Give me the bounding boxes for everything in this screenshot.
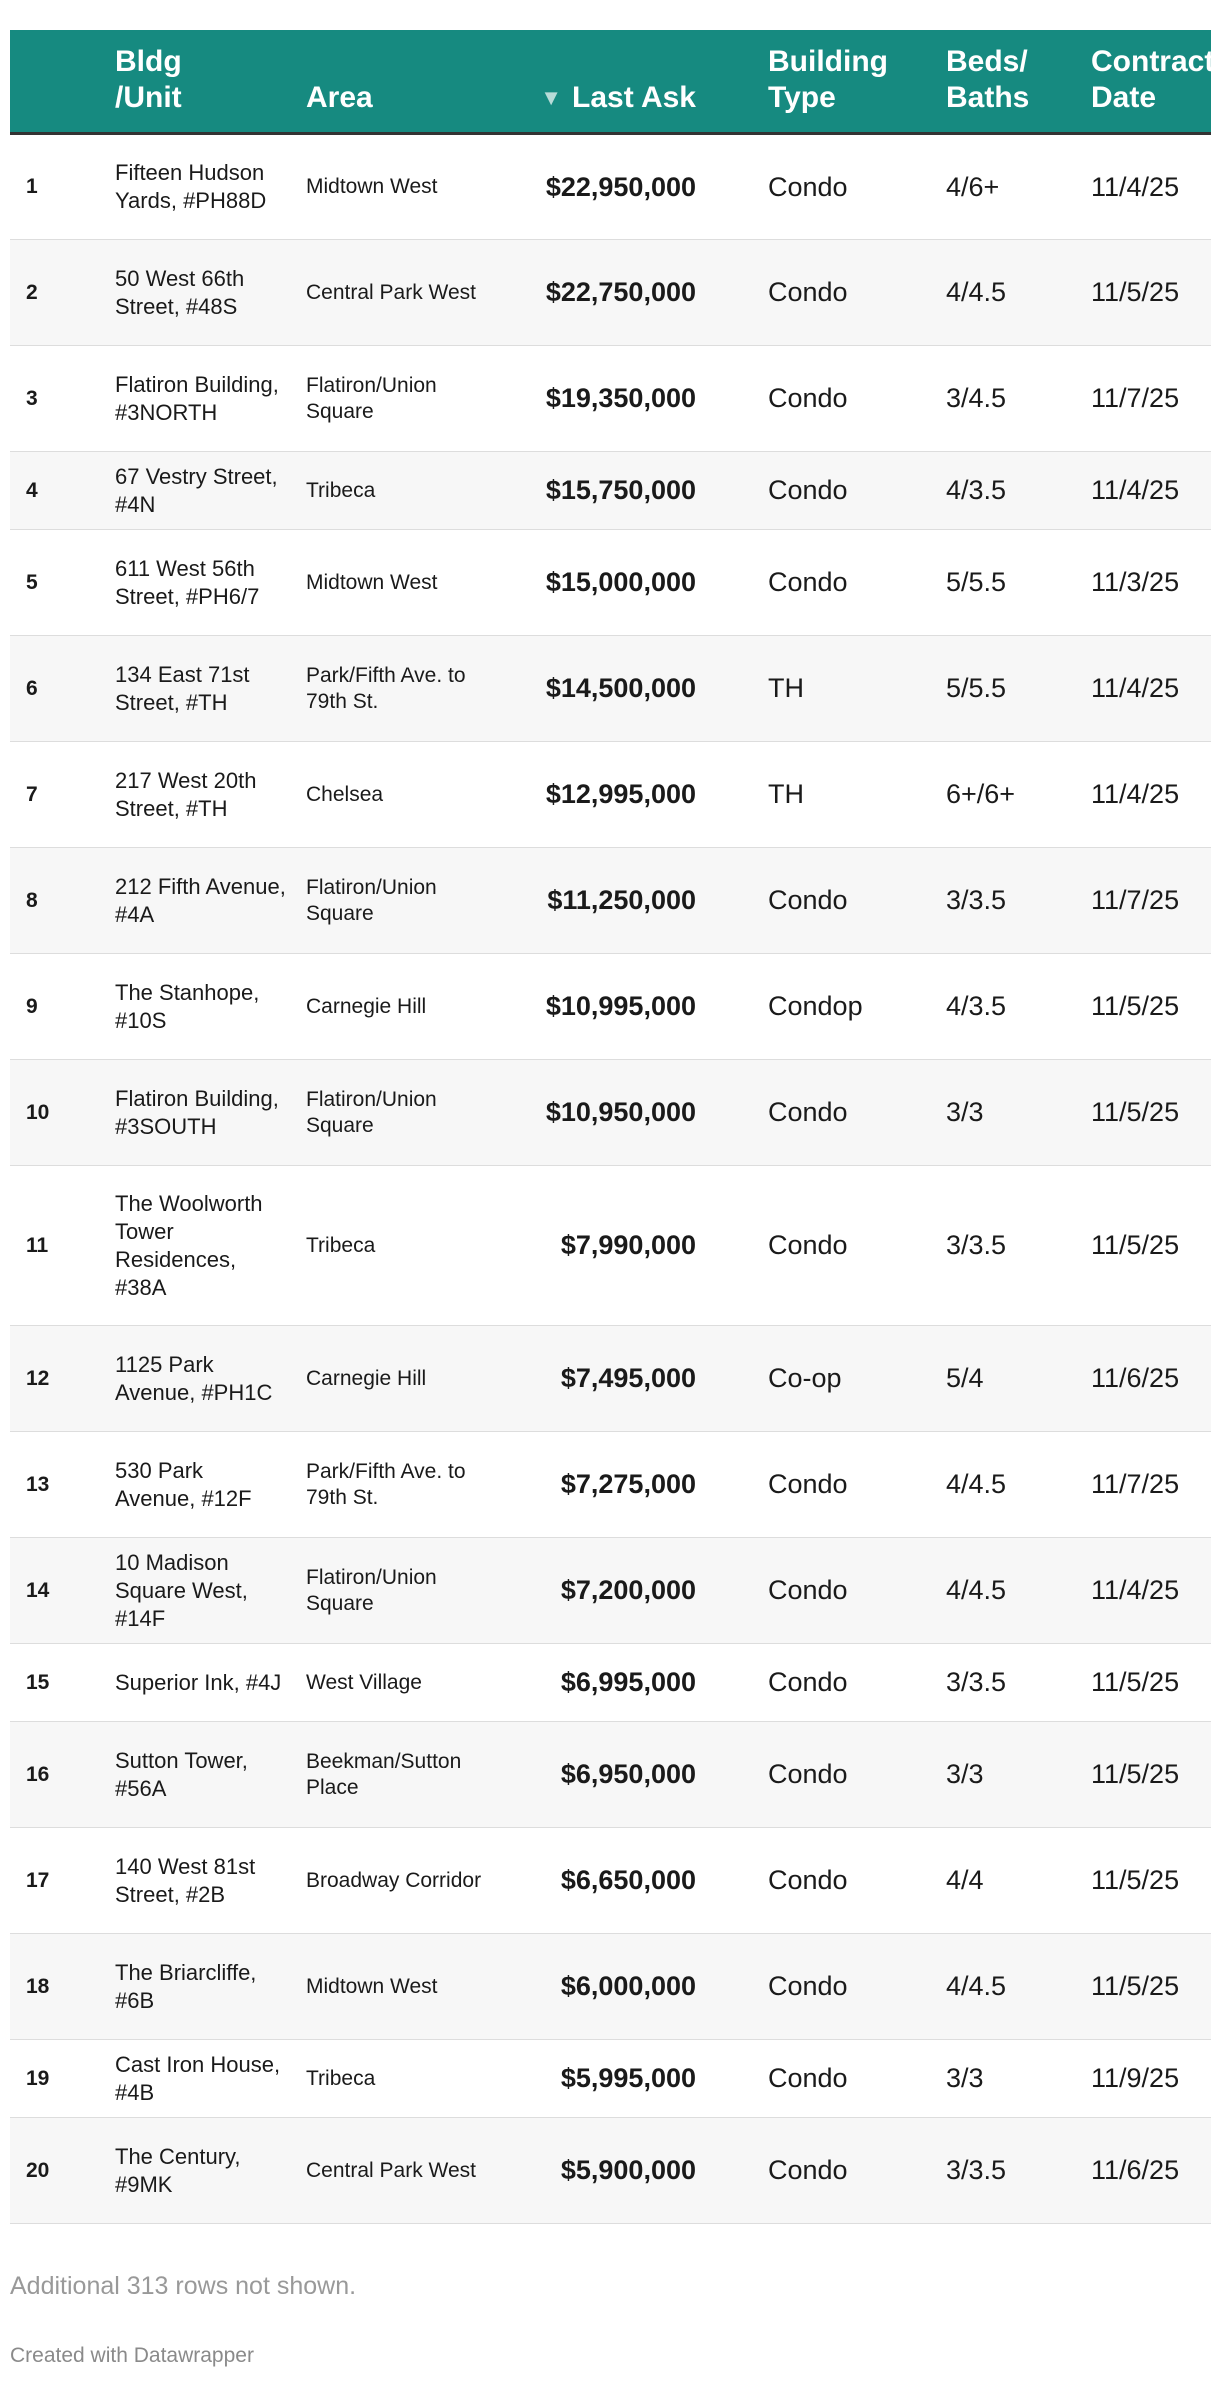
bldg-unit-cell: Fifteen Hudson Yards, #PH88D — [105, 134, 296, 240]
last-ask-cell: $14,500,000 — [496, 636, 758, 742]
last-ask-cell: $19,350,000 — [496, 346, 758, 452]
contract-date-cell: 11/5/25 — [1081, 954, 1211, 1060]
building-type-cell: Condo — [758, 346, 936, 452]
bldg-unit-cell: 10 Madison Square West, #14F — [105, 1538, 296, 1644]
last-ask-cell: $15,750,000 — [496, 452, 758, 530]
rank-cell: 18 — [10, 1934, 105, 2040]
contract-date-cell: 11/5/25 — [1081, 1644, 1211, 1722]
bldg-unit-cell: 212 Fifth Avenue, #4A — [105, 848, 296, 954]
area-cell: Carnegie Hill — [296, 954, 496, 1060]
contract-date-cell: 11/7/25 — [1081, 346, 1211, 452]
building-type-cell: Condo — [758, 848, 936, 954]
table-row — [10, 134, 1211, 240]
beds-baths-cell: 3/3.5 — [936, 1644, 1081, 1722]
bldg-unit-cell: 50 West 66th Street, #48S — [105, 240, 296, 346]
bldg-unit-cell: Flatiron Building, #3SOUTH — [105, 1060, 296, 1166]
table-row — [10, 2040, 1211, 2118]
bldg-unit-cell: 530 Park Avenue, #12F — [105, 1432, 296, 1538]
contract-date-cell: 11/6/25 — [1081, 1326, 1211, 1432]
contract-date-cell: 11/7/25 — [1081, 1432, 1211, 1538]
area-cell: Park/Fifth Ave. to 79th St. — [296, 1432, 496, 1538]
building-type-cell: Condo — [758, 1060, 936, 1166]
rank-cell: 14 — [10, 1538, 105, 1644]
contract-date-cell: 11/5/25 — [1081, 1722, 1211, 1828]
rank-cell: 3 — [10, 346, 105, 452]
datawrapper-credit[interactable]: Created with Datawrapper — [10, 2344, 254, 2367]
rank-cell: 16 — [10, 1722, 105, 1828]
rank-cell: 20 — [10, 2118, 105, 2224]
sales-table — [10, 30, 1215, 2224]
beds-baths-cell: 3/4.5 — [936, 346, 1081, 452]
area-cell: Park/Fifth Ave. to 79th St. — [296, 636, 496, 742]
bldg-unit-cell: Flatiron Building, #3NORTH — [105, 346, 296, 452]
bldg-unit-cell: The Briarcliffe, #6B — [105, 1934, 296, 2040]
bldg-unit-cell: 217 West 20th Street, #TH — [105, 742, 296, 848]
contract-date-cell: 11/6/25 — [1081, 2118, 1211, 2224]
last-ask-cell: $6,000,000 — [496, 1934, 758, 2040]
bldg-unit-cell: Superior Ink, #4J — [105, 1644, 296, 1722]
table-row — [10, 954, 1211, 1060]
building-type-cell: Condo — [758, 1644, 936, 1722]
beds-baths-cell: 5/4 — [936, 1326, 1081, 1432]
bldg-unit-cell: Cast Iron House, #4B — [105, 2040, 296, 2118]
last-ask-cell: $10,950,000 — [496, 1060, 758, 1166]
header-area[interactable]: Area — [296, 30, 496, 134]
last-ask-cell: $22,950,000 — [496, 134, 758, 240]
area-cell: Beekman/Sutton Place — [296, 1722, 496, 1828]
table-body — [10, 134, 1211, 2224]
table-row — [10, 1432, 1211, 1538]
rank-cell: 9 — [10, 954, 105, 1060]
beds-baths-cell: 5/5.5 — [936, 636, 1081, 742]
header-bldg-unit[interactable]: Bldg /Unit — [105, 30, 296, 134]
beds-baths-cell: 3/3 — [936, 1060, 1081, 1166]
area-cell: Flatiron/Union Square — [296, 346, 496, 452]
table-header-row — [10, 30, 1211, 134]
rank-cell: 6 — [10, 636, 105, 742]
building-type-cell: Co-op — [758, 1326, 936, 1432]
last-ask-cell: $6,650,000 — [496, 1828, 758, 1934]
area-cell: Tribeca — [296, 452, 496, 530]
beds-baths-cell: 4/6+ — [936, 134, 1081, 240]
beds-baths-cell: 3/3.5 — [936, 2118, 1081, 2224]
building-type-cell: Condo — [758, 1934, 936, 2040]
header-rank — [10, 30, 105, 134]
building-type-cell: Condo — [758, 1722, 936, 1828]
bldg-unit-cell: 1125 Park Avenue, #PH1C — [105, 1326, 296, 1432]
header-last-ask-label: Last Ask — [572, 81, 696, 114]
bldg-unit-cell: The Stanhope, #10S — [105, 954, 296, 1060]
last-ask-cell: $11,250,000 — [496, 848, 758, 954]
building-type-cell: TH — [758, 742, 936, 848]
table-row — [10, 346, 1211, 452]
bldg-unit-cell: 140 West 81st Street, #2B — [105, 1828, 296, 1934]
table-row — [10, 1722, 1211, 1828]
header-building-type[interactable]: Building Type — [758, 30, 936, 134]
table-row — [10, 240, 1211, 346]
table-row — [10, 1166, 1211, 1326]
last-ask-cell: $6,950,000 — [496, 1722, 758, 1828]
bldg-unit-cell: 611 West 56th Street, #PH6/7 — [105, 530, 296, 636]
table-row — [10, 742, 1211, 848]
contract-date-cell: 11/4/25 — [1081, 742, 1211, 848]
contract-date-cell: 11/9/25 — [1081, 2040, 1211, 2118]
last-ask-cell: $7,990,000 — [496, 1166, 758, 1326]
rank-cell: 12 — [10, 1326, 105, 1432]
area-cell: Chelsea — [296, 742, 496, 848]
area-cell: Central Park West — [296, 2118, 496, 2224]
rank-cell: 11 — [10, 1166, 105, 1326]
building-type-cell: Condo — [758, 2040, 936, 2118]
contract-date-cell: 11/5/25 — [1081, 1060, 1211, 1166]
last-ask-cell: $10,995,000 — [496, 954, 758, 1060]
last-ask-cell: $22,750,000 — [496, 240, 758, 346]
building-type-cell: Condo — [758, 134, 936, 240]
building-type-cell: Condo — [758, 1538, 936, 1644]
rank-cell: 7 — [10, 742, 105, 848]
building-type-cell: Condo — [758, 1432, 936, 1538]
rank-cell: 4 — [10, 452, 105, 530]
last-ask-cell: $5,900,000 — [496, 2118, 758, 2224]
area-cell: Central Park West — [296, 240, 496, 346]
contract-date-cell: 11/5/25 — [1081, 1166, 1211, 1326]
building-type-cell: Condo — [758, 1166, 936, 1326]
building-type-cell: Condo — [758, 530, 936, 636]
area-cell: Carnegie Hill — [296, 1326, 496, 1432]
bldg-unit-cell: The Woolworth Tower Residences, #38A — [105, 1166, 296, 1326]
building-type-cell: Condo — [758, 240, 936, 346]
area-cell: Broadway Corridor — [296, 1828, 496, 1934]
contract-date-cell: 11/5/25 — [1081, 1934, 1211, 2040]
table-row — [10, 636, 1211, 742]
beds-baths-cell: 4/3.5 — [936, 954, 1081, 1060]
contract-date-cell: 11/4/25 — [1081, 134, 1211, 240]
building-type-cell: TH — [758, 636, 936, 742]
beds-baths-cell: 4/4 — [936, 1828, 1081, 1934]
table-row — [10, 1060, 1211, 1166]
table-row — [10, 2118, 1211, 2224]
beds-baths-cell: 3/3 — [936, 1722, 1081, 1828]
rank-cell: 15 — [10, 1644, 105, 1722]
contract-date-cell: 11/4/25 — [1081, 452, 1211, 530]
building-type-cell: Condop — [758, 954, 936, 1060]
contract-date-cell: 11/3/25 — [1081, 530, 1211, 636]
contract-date-cell: 11/7/25 — [1081, 848, 1211, 954]
table-row — [10, 530, 1211, 636]
table-row — [10, 1326, 1211, 1432]
building-type-cell: Condo — [758, 452, 936, 530]
header-beds-baths[interactable]: Beds/ Baths — [936, 30, 1081, 134]
last-ask-cell: $12,995,000 — [496, 742, 758, 848]
beds-baths-cell: 3/3.5 — [936, 1166, 1081, 1326]
contract-date-cell: 11/5/25 — [1081, 1828, 1211, 1934]
contract-date-cell: 11/4/25 — [1081, 636, 1211, 742]
contract-date-cell: 11/4/25 — [1081, 1538, 1211, 1644]
last-ask-cell: $15,000,000 — [496, 530, 758, 636]
bldg-unit-cell: Sutton Tower, #56A — [105, 1722, 296, 1828]
rank-cell: 5 — [10, 530, 105, 636]
rows-not-shown-note: Additional 313 rows not shown. — [10, 2272, 357, 2300]
table-row — [10, 452, 1211, 530]
beds-baths-cell: 3/3.5 — [936, 848, 1081, 954]
contract-date-cell: 11/5/25 — [1081, 240, 1211, 346]
beds-baths-cell: 3/3 — [936, 2040, 1081, 2118]
last-ask-cell: $7,495,000 — [496, 1326, 758, 1432]
building-type-cell: Condo — [758, 1828, 936, 1934]
last-ask-cell: $7,275,000 — [496, 1432, 758, 1538]
rank-cell: 19 — [10, 2040, 105, 2118]
area-cell: Tribeca — [296, 2040, 496, 2118]
beds-baths-cell: 4/4.5 — [936, 1432, 1081, 1538]
bldg-unit-cell: 67 Vestry Street, #4N — [105, 452, 296, 530]
area-cell: West Village — [296, 1644, 496, 1722]
bldg-unit-cell: The Century, #9MK — [105, 2118, 296, 2224]
rank-cell: 10 — [10, 1060, 105, 1166]
rank-cell: 2 — [10, 240, 105, 346]
rank-cell: 13 — [10, 1432, 105, 1538]
last-ask-cell: $7,200,000 — [496, 1538, 758, 1644]
area-cell: Flatiron/Union Square — [296, 1538, 496, 1644]
table-row — [10, 1934, 1211, 2040]
area-cell: Midtown West — [296, 530, 496, 636]
table-row — [10, 1828, 1211, 1934]
beds-baths-cell: 5/5.5 — [936, 530, 1081, 636]
beds-baths-cell: 4/4.5 — [936, 1934, 1081, 2040]
area-cell: Tribeca — [296, 1166, 496, 1326]
rank-cell: 1 — [10, 134, 105, 240]
rank-cell: 17 — [10, 1828, 105, 1934]
bldg-unit-cell: 134 East 71st Street, #TH — [105, 636, 296, 742]
last-ask-cell: $5,995,000 — [496, 2040, 758, 2118]
triangle-down-icon: ▼ — [540, 85, 563, 110]
data-table-container — [10, 30, 1215, 2224]
area-cell: Midtown West — [296, 134, 496, 240]
table-row — [10, 1538, 1211, 1644]
beds-baths-cell: 4/4.5 — [936, 1538, 1081, 1644]
area-cell: Midtown West — [296, 1934, 496, 2040]
header-last-ask[interactable] — [496, 30, 758, 134]
building-type-cell: Condo — [758, 2118, 936, 2224]
area-cell: Flatiron/Union Square — [296, 848, 496, 954]
area-cell: Flatiron/Union Square — [296, 1060, 496, 1166]
beds-baths-cell: 4/3.5 — [936, 452, 1081, 530]
rank-cell: 8 — [10, 848, 105, 954]
beds-baths-cell: 6+/6+ — [936, 742, 1081, 848]
table-row — [10, 1644, 1211, 1722]
last-ask-cell: $6,995,000 — [496, 1644, 758, 1722]
header-contract-date[interactable]: Contract Date — [1081, 30, 1211, 134]
table-row — [10, 848, 1211, 954]
beds-baths-cell: 4/4.5 — [936, 240, 1081, 346]
